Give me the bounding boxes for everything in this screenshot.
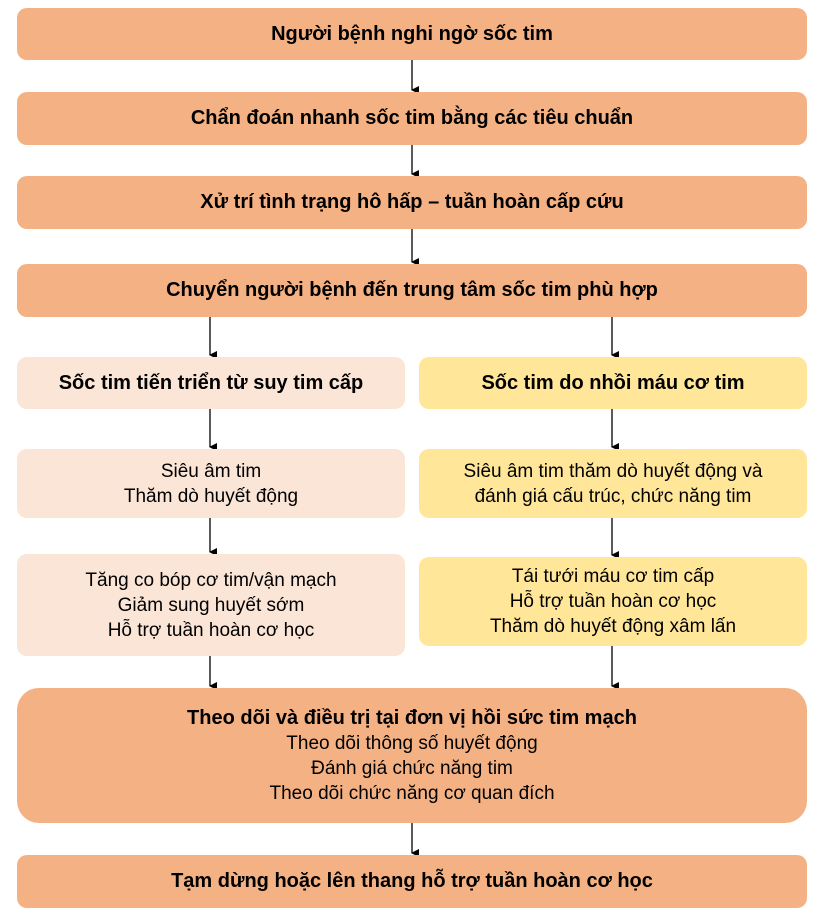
right-assessment-line: đánh giá cấu trúc, chức năng tim (474, 485, 752, 507)
step-rapid-diagnosis-label: Chẩn đoán nhanh sốc tim bằng các tiêu chuẩn (190, 107, 634, 129)
left-treatment-box (17, 554, 405, 656)
step-emergency-management-label: Xử trí tình trạng hô hấp – tuần hoàn cấp cứu (200, 191, 624, 213)
monitoring-line: Đánh giá chức năng tim (311, 757, 513, 779)
monitoring-title: Theo dõi và điều trị tại đơn vị hồi sức tim mạch (187, 706, 637, 729)
left-treatment-line: Giảm sung huyết sớm (117, 594, 305, 616)
step-final-label: Tạm dừng hoặc lên thang hỗ trợ tuần hoàn cơ học (171, 870, 653, 892)
left-branch-title-label: Sốc tim tiến triển từ suy tim cấp (58, 371, 364, 394)
left-branch-title (17, 357, 405, 409)
monitoring-box (17, 688, 807, 823)
monitoring-line: Theo dõi chức năng cơ quan đích (269, 782, 555, 804)
step-transfer (17, 264, 807, 317)
left-treatment-line: Hỗ trợ tuần hoàn cơ học (107, 619, 315, 641)
step-rapid-diagnosis (17, 92, 807, 145)
step-transfer-label: Chuyển người bệnh đến trung tâm sốc tim phù hợp (166, 279, 658, 301)
right-treatment-line: Tái tưới máu cơ tim cấp (511, 566, 715, 587)
left-treatment-line: Tăng co bóp cơ tim/vận mạch (85, 569, 337, 591)
left-assessment-box (17, 449, 405, 518)
right-assessment-box (419, 449, 807, 518)
right-treatment-box (419, 557, 807, 646)
step-emergency-management (17, 176, 807, 229)
monitoring-line: Theo dõi thông số huyết động (286, 732, 538, 754)
right-treatment-line: Hỗ trợ tuần hoàn cơ học (509, 591, 717, 612)
step-suspected-shock (17, 8, 807, 60)
right-assessment-line: Siêu âm tim thăm dò huyết động và (463, 460, 763, 482)
left-assessment-line: Thăm dò huyết động (123, 485, 299, 507)
right-treatment-line: Thăm dò huyết động xâm lấn (489, 616, 737, 637)
left-assessment-line: Siêu âm tim (160, 460, 262, 482)
step-suspected-shock-label: Người bệnh nghi ngờ sốc tim (271, 22, 553, 45)
right-branch-title (419, 357, 807, 409)
step-final (17, 855, 807, 908)
right-branch-title-label: Sốc tim do nhồi máu cơ tim (481, 371, 745, 394)
